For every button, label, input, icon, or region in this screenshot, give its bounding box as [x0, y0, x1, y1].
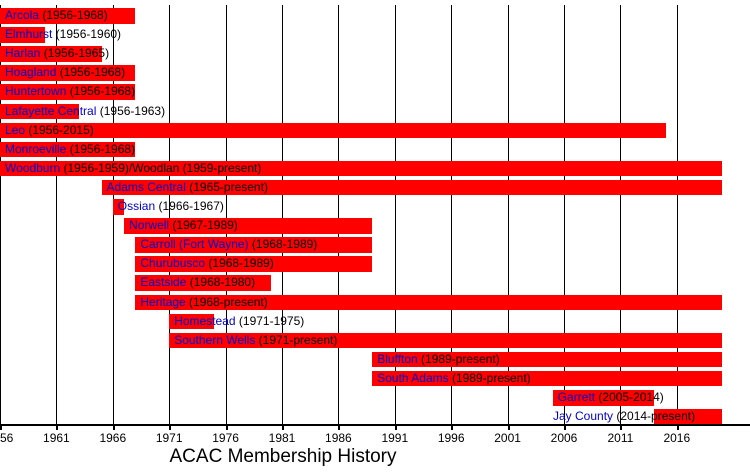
bar-label [107, 180, 268, 196]
axis-tick-mark [508, 424, 510, 430]
membership-years: (1968-present) [185, 294, 268, 309]
school-name-link[interactable]: Lafayette Central [5, 103, 97, 118]
bar-label [140, 295, 267, 311]
school-name-link[interactable]: Arcola [5, 8, 40, 22]
grid-line [169, 5, 170, 424]
membership-years: (1965-present) [185, 179, 268, 194]
school-name-link[interactable]: Leo [5, 122, 26, 137]
chart-title: ACAC Membership History [169, 446, 397, 467]
school-name-link[interactable]: Ossian [117, 199, 156, 213]
axis-tick-mark [395, 424, 397, 430]
membership-years: (1956-1968) [56, 65, 126, 80]
bar-label [5, 84, 135, 100]
membership-years: (1968-1989) [205, 256, 274, 271]
bar-label [5, 65, 125, 81]
axis-tick-label: 2006 [550, 431, 578, 445]
axis-tick-mark [169, 424, 171, 430]
school-name-link[interactable]: Southern Wells [174, 332, 256, 347]
bar-label [558, 390, 664, 406]
axis-tick-mark [620, 424, 622, 430]
school-name-link[interactable]: Adams Central [106, 179, 186, 194]
grid-line [282, 5, 283, 424]
axis-tick-label: 1966 [99, 431, 127, 445]
bar-label [129, 218, 238, 234]
membership-years: (1956-1960) [52, 27, 122, 42]
membership-years: (1956-1968) [66, 141, 136, 156]
membership-years: (1971-present) [255, 332, 338, 347]
bar-label [174, 314, 304, 330]
axis-tick-mark [451, 424, 453, 430]
axis-tick-mark [282, 424, 284, 430]
membership-years: (1956-1965) [40, 46, 110, 61]
school-name-link[interactable]: Norwell [129, 218, 170, 233]
school-name-link[interactable]: Heritage [140, 294, 186, 309]
axis-tick-label: 1996 [437, 431, 465, 445]
axis-tick-label: 1976 [212, 431, 239, 445]
bar-label [140, 256, 273, 272]
school-name-link[interactable]: Jay County [553, 409, 614, 424]
axis-tick-mark [338, 424, 340, 430]
axis-tick-label: 2001 [494, 431, 521, 445]
axis-tick-mark [113, 424, 115, 430]
bar-label [118, 199, 224, 215]
bar-label [5, 104, 165, 120]
bar-label [140, 237, 317, 253]
bar-label [174, 333, 337, 349]
membership-years: (1966-1967) [155, 199, 224, 213]
grid-line [226, 5, 227, 424]
membership-years: (1989-present) [417, 351, 500, 366]
school-name-link[interactable]: Churubusco [140, 256, 206, 271]
membership-years: (1967-1989) [169, 218, 238, 233]
school-name-link[interactable]: Harlan [5, 46, 41, 61]
membership-years: (1968-1980) [186, 275, 256, 290]
bar-label [377, 371, 530, 387]
membership-years: (2014-present) [613, 409, 696, 424]
school-name-link[interactable]: South Adams [377, 370, 449, 385]
school-name-link[interactable]: Woodburn [5, 160, 61, 175]
axis-tick-mark [564, 424, 566, 430]
axis-tick-label: 1981 [268, 431, 296, 445]
bar-label [377, 352, 500, 368]
axis-tick-mark [226, 424, 228, 430]
bar-label [553, 409, 695, 425]
timeline-bar [0, 123, 666, 139]
axis-tick-mark [677, 424, 679, 430]
axis-tick-mark [56, 424, 58, 430]
bar-label [5, 161, 261, 177]
school-name-link[interactable]: Monroeville [5, 141, 67, 156]
bar-label [5, 142, 135, 158]
bar-label [5, 27, 121, 43]
membership-years: (1971-1975) [235, 313, 305, 328]
membership-years: (1989-present) [448, 370, 531, 385]
axis-tick-label: 1971 [155, 431, 183, 445]
membership-years: (1956-1968) [66, 84, 136, 99]
school-name-link[interactable]: Elmhurst [5, 27, 53, 42]
school-name-link[interactable]: Garrett [557, 390, 596, 404]
school-name-link[interactable]: Carroll (Fort Wayne) [140, 237, 249, 252]
axis-tick-label: 56 [0, 431, 14, 445]
axis-tick-label: 2016 [663, 431, 691, 445]
axis-tick-label: 1961 [43, 431, 70, 445]
membership-years: (1956-2015) [25, 122, 94, 137]
school-name-link[interactable]: Bluffton [377, 351, 418, 366]
school-name-link[interactable]: Huntertown [5, 84, 67, 99]
membership-years: (1956-1963) [96, 103, 166, 118]
bar-label [5, 123, 94, 139]
bar-label [140, 275, 255, 291]
axis-tick-label: 1986 [325, 431, 352, 445]
axis-tick-mark [0, 424, 2, 430]
school-name-link[interactable]: Hoagland [5, 65, 57, 80]
bar-label [5, 8, 108, 24]
membership-years: (2005-2014) [595, 390, 664, 404]
school-name-link[interactable]: Homestead [174, 313, 236, 328]
membership-years: (1956-1968) [39, 8, 108, 22]
bar-label [5, 46, 109, 62]
school-name-link[interactable]: Eastside [140, 275, 187, 290]
grid-line [338, 5, 339, 424]
axis-tick-label: 1991 [381, 431, 409, 445]
axis-tick-label: 2011 [607, 431, 634, 445]
membership-years: (1968-1989) [248, 237, 318, 252]
membership-years: (1956-1959)/Woodlan (1959-present) [60, 160, 262, 175]
